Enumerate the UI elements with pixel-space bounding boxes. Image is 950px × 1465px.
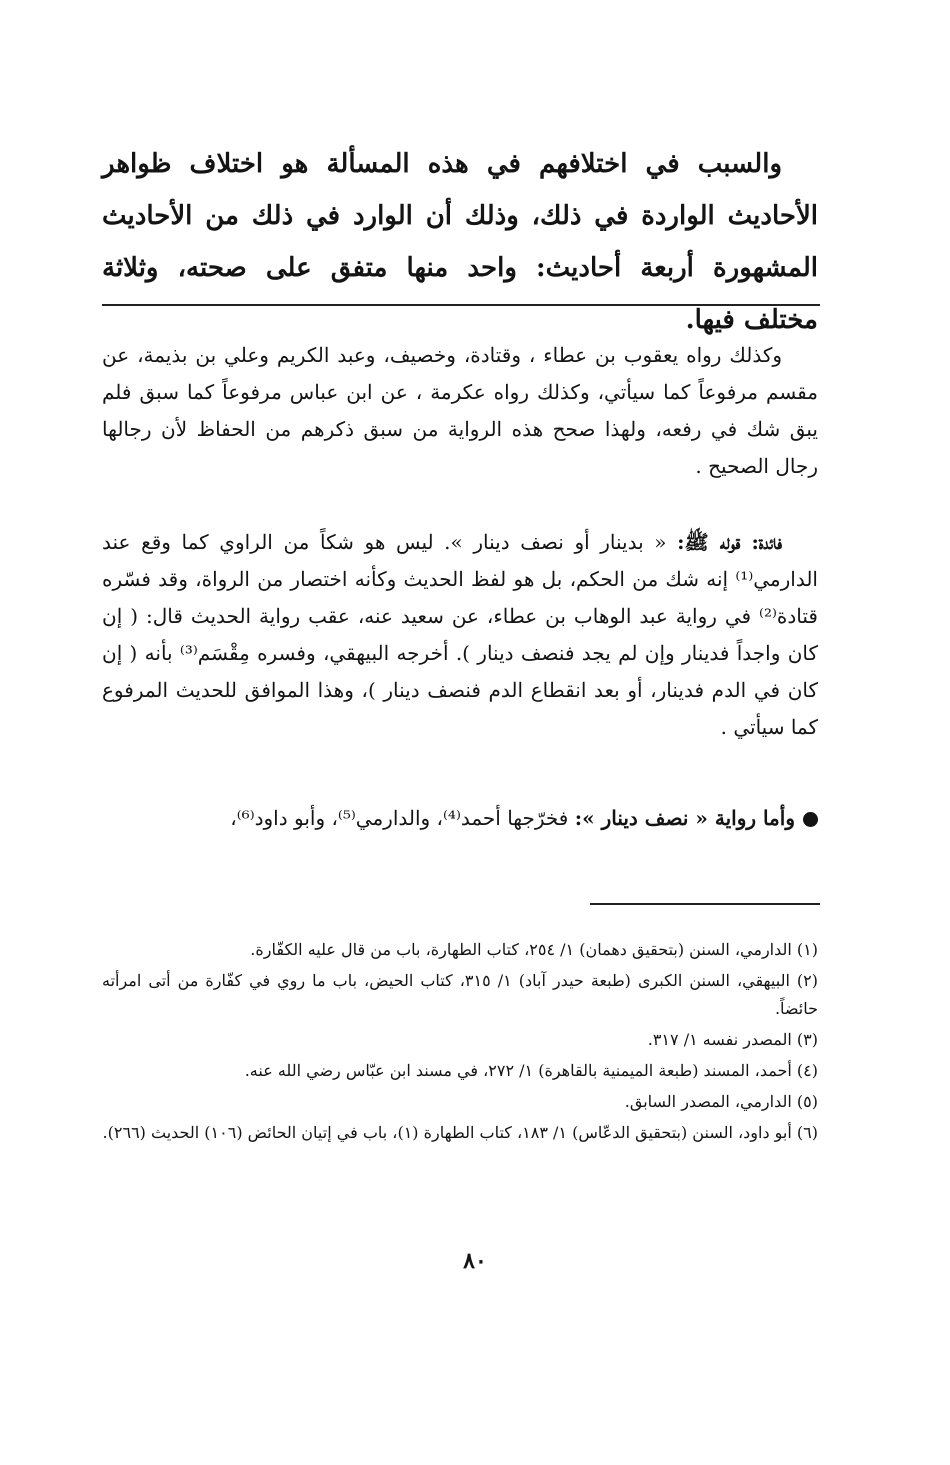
footnote-4: (٤) أحمد، المسند (طبعة الميمنية بالقاهرة) ١/ ٢٧٢، في مسند ابن عبّاس رضي الله عنه. xyxy=(244,1061,818,1080)
continuation-paragraph: وكذلك رواه يعقوب بن عطاء ، وقتادة، وخصيف، وعبد الكريم وعلي بن بذيمة، عن مقسم مرفوعاً كما سيأتي، وكذلك رواه عكرمة ، عن ابن عباس مرفوعاً كما سبق فلم يبق شك في رفعه، ولهذا صحح هذه الرواية من سبق ذكرهم من الحفاظ لأن رجالها رجال الصحيح . xyxy=(102,343,818,478)
bullet-label: وأما رواية « نصف دينار »: xyxy=(574,806,795,830)
benefit-text: « بدينار أو نصف دينار ». ليس هو شكاً من الراوي كما وقع عند الدارمي⁽¹⁾ إنه شك من الحكم، بل هو لفظ الحديث وكأنه اختصار من الرواة، وقد فسّره قتادة⁽²⁾ في رواية عبد الوهاب بن عطاء، عن سعيد عنه، عقب رواية الحديث قال: ( إن كان واجداً فدينار وإن لم يجد فنصف دينار ). أخرجه البيهقي، وفسره مِقْسَم⁽³⁾ بأنه ( إن كان في الدم فدينار، أو بعد انقطاع الدم فنصف دينار )، وهذا الموافق للحديث المرفوع كما سيأتي . xyxy=(102,530,818,739)
bullet-paragraph xyxy=(102,800,818,837)
top-divider xyxy=(102,304,820,306)
footnote-divider xyxy=(590,903,820,905)
footnote-2: (٢) البيهقي، السنن الكبرى (طبعة حيدر آباد) ١/ ٣١٥، كتاب الحيض، باب ما روي في كفّارة من أتى امرأته حائضاً. xyxy=(102,971,819,1018)
bullet-text: فخرّجها أحمد⁽⁴⁾، والدارمي⁽⁵⁾، وأبو داود⁽⁶⁾، xyxy=(230,806,569,830)
footnote-3: (٣) المصدر نفسه ١/ ٣١٧. xyxy=(647,1030,818,1049)
page-number: ٨٠ xyxy=(463,1248,487,1274)
main-paragraph: والسبب في اختلافهم في هذه المسألة هو اختلاف ظواهر الأحاديث الواردة في ذلك، وذلك أن الوارد في ذلك من الأحاديث المشهورة أربعة أحاديث: واحد منها متفق على صحته، وثلاثة مختلف فيها. xyxy=(102,149,818,335)
bullet-dot-icon xyxy=(803,812,818,827)
footnotes-list xyxy=(102,936,818,1150)
benefit-paragraph xyxy=(102,524,818,746)
footnote-1: (١) الدارمي، السنن (بتحقيق دهمان) ١/ ٢٥٤، كتاب الطهارة، باب من قال عليه الكفّارة. xyxy=(250,940,818,959)
benefit-label: فائدة: قوله ﷺ: xyxy=(677,530,783,554)
footnote-5: (٥) الدارمي، المصدر السابق. xyxy=(624,1092,818,1111)
footnote-6: (٦) أبو داود، السنن (بتحقيق الدعّاس) ١/ ١٨٣، كتاب الطهارة (١)، باب في إتيان الحائض (١٠٦) الحديث (٢٦٦). xyxy=(102,1123,818,1142)
